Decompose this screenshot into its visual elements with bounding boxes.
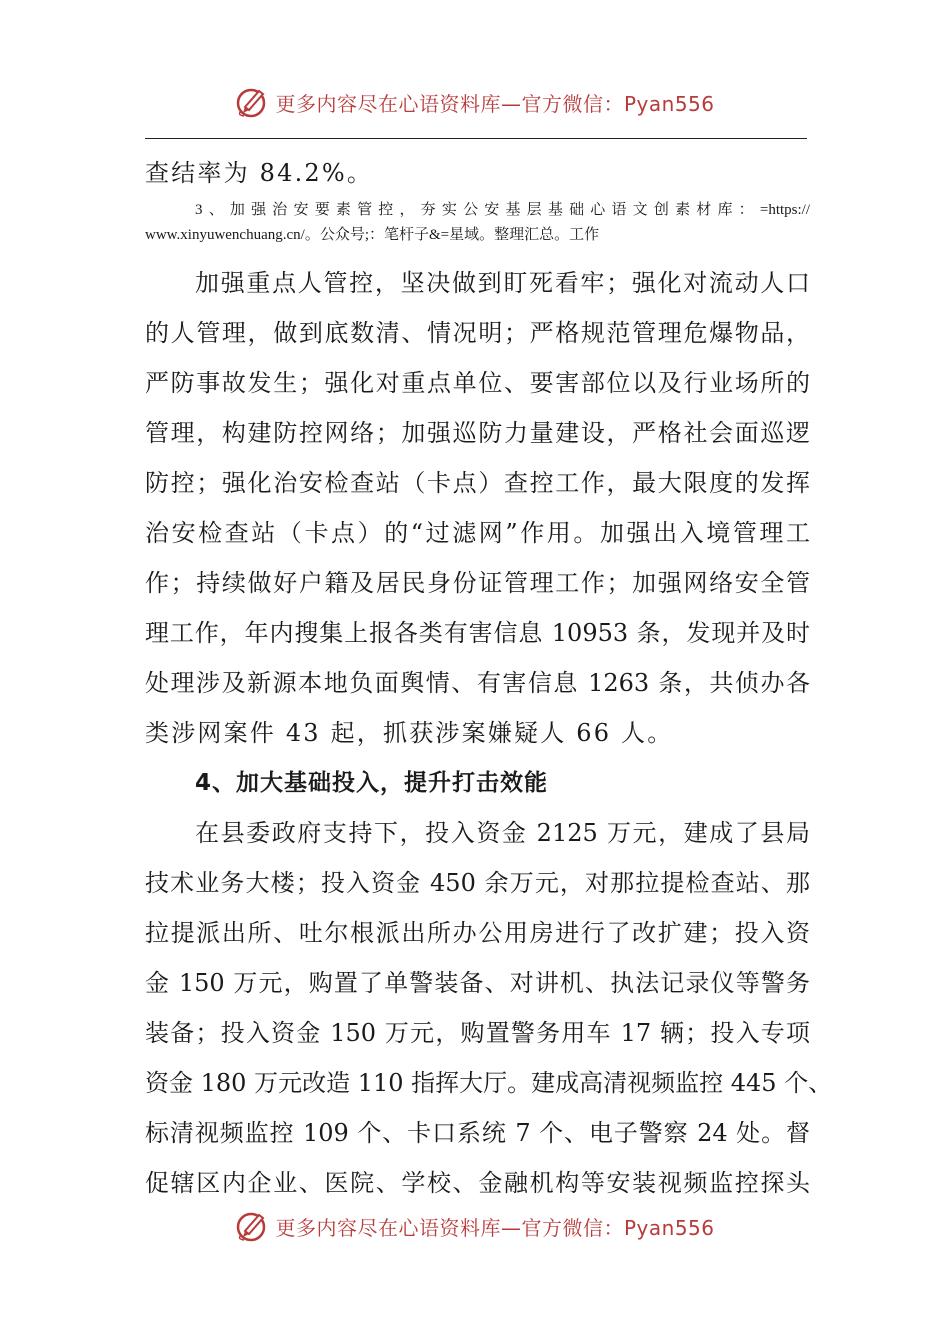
paragraph-line: 理工作，年内搜集上报各类有害信息 10953 条，发现并及时 (145, 619, 810, 647)
paragraph-line: 拉提派出所、吐尔根派出所办公用房进行了改扩建；投入资 (145, 919, 810, 947)
paragraph-line: 管理，构建防控网络；加强巡防力量建设，严格社会面巡逻 (145, 419, 810, 447)
paragraph-line: 严防事故发生；强化对重点单位、要害部位以及行业场所的 (145, 369, 810, 397)
note-line: www.xinyuwenchuang.cn/。公众号;：笔杆子&=星域。整理汇总。工作 (145, 227, 600, 243)
paragraph-line: 治安检查站（卡点）的“过滤网”作用。加强出入境管理工 (145, 519, 810, 547)
paragraph-line: 处理涉及新源本地负面舆情、有害信息 1263 条，共侦办各 (145, 669, 810, 697)
paragraph-line: 类涉网案件 43 起，抓获涉案嫌疑人 66 人。 (145, 719, 674, 747)
footer-banner (0, 1206, 950, 1246)
banner-wechat-id: Pyan556 (623, 1215, 715, 1240)
section-heading: 4、加大基础投入，提升打击效能 (195, 770, 549, 796)
note-line: 3、加强治安要素管控，夯实公安基层基础心语文创素材库：=https:// (195, 202, 810, 218)
header-banner (0, 82, 950, 122)
paragraph-line: 在县委政府支持下，投入资金 2125 万元，建成了县局 (195, 819, 810, 847)
header-rule (145, 138, 807, 139)
banner-text (275, 1212, 714, 1241)
paragraph-line: 的人管理，做到底数清、情况明；严格规范管理危爆物品， (145, 319, 810, 347)
paragraph-line: 标清视频监控 109 个、卡口系统 7 个、电子警察 24 处。督 (145, 1119, 810, 1147)
banner-text (275, 88, 714, 117)
text-line: 查结率为 84.2%。 (145, 159, 374, 187)
paragraph-line: 装备；投入资金 150 万元，购置警务用车 17 辆；投入专项 (145, 1019, 810, 1047)
banner-wechat-id: Pyan556 (623, 91, 715, 116)
paragraph-line: 资金 180 万元改造 110 指挥大厅。建成高清视频监控 445 个、 (145, 1069, 833, 1097)
pen-logo-icon (235, 1209, 269, 1243)
paragraph-line: 金 150 万元，购置了单警装备、对讲机、执法记录仪等警务 (145, 969, 810, 997)
pen-logo-icon (235, 85, 269, 119)
banner-label: 更多内容尽在心语资料库—官方微信： (275, 1215, 624, 1240)
paragraph-line: 技术业务大楼；投入资金 450 余万元，对那拉提检查站、那 (145, 869, 810, 897)
paragraph-line: 加强重点人管控，坚决做到盯死看牢；强化对流动人口 (195, 269, 810, 297)
banner-label: 更多内容尽在心语资料库—官方微信： (275, 91, 624, 116)
paragraph-line: 促辖区内企业、医院、学校、金融机构等安装视频监控探头 (145, 1169, 810, 1197)
document-body (145, 148, 833, 1208)
paragraph-line: 作；持续做好户籍及居民身份证管理工作；加强网络安全管 (145, 569, 810, 597)
paragraph-line: 防控；强化治安检查站（卡点）查控工作，最大限度的发挥 (145, 469, 810, 497)
